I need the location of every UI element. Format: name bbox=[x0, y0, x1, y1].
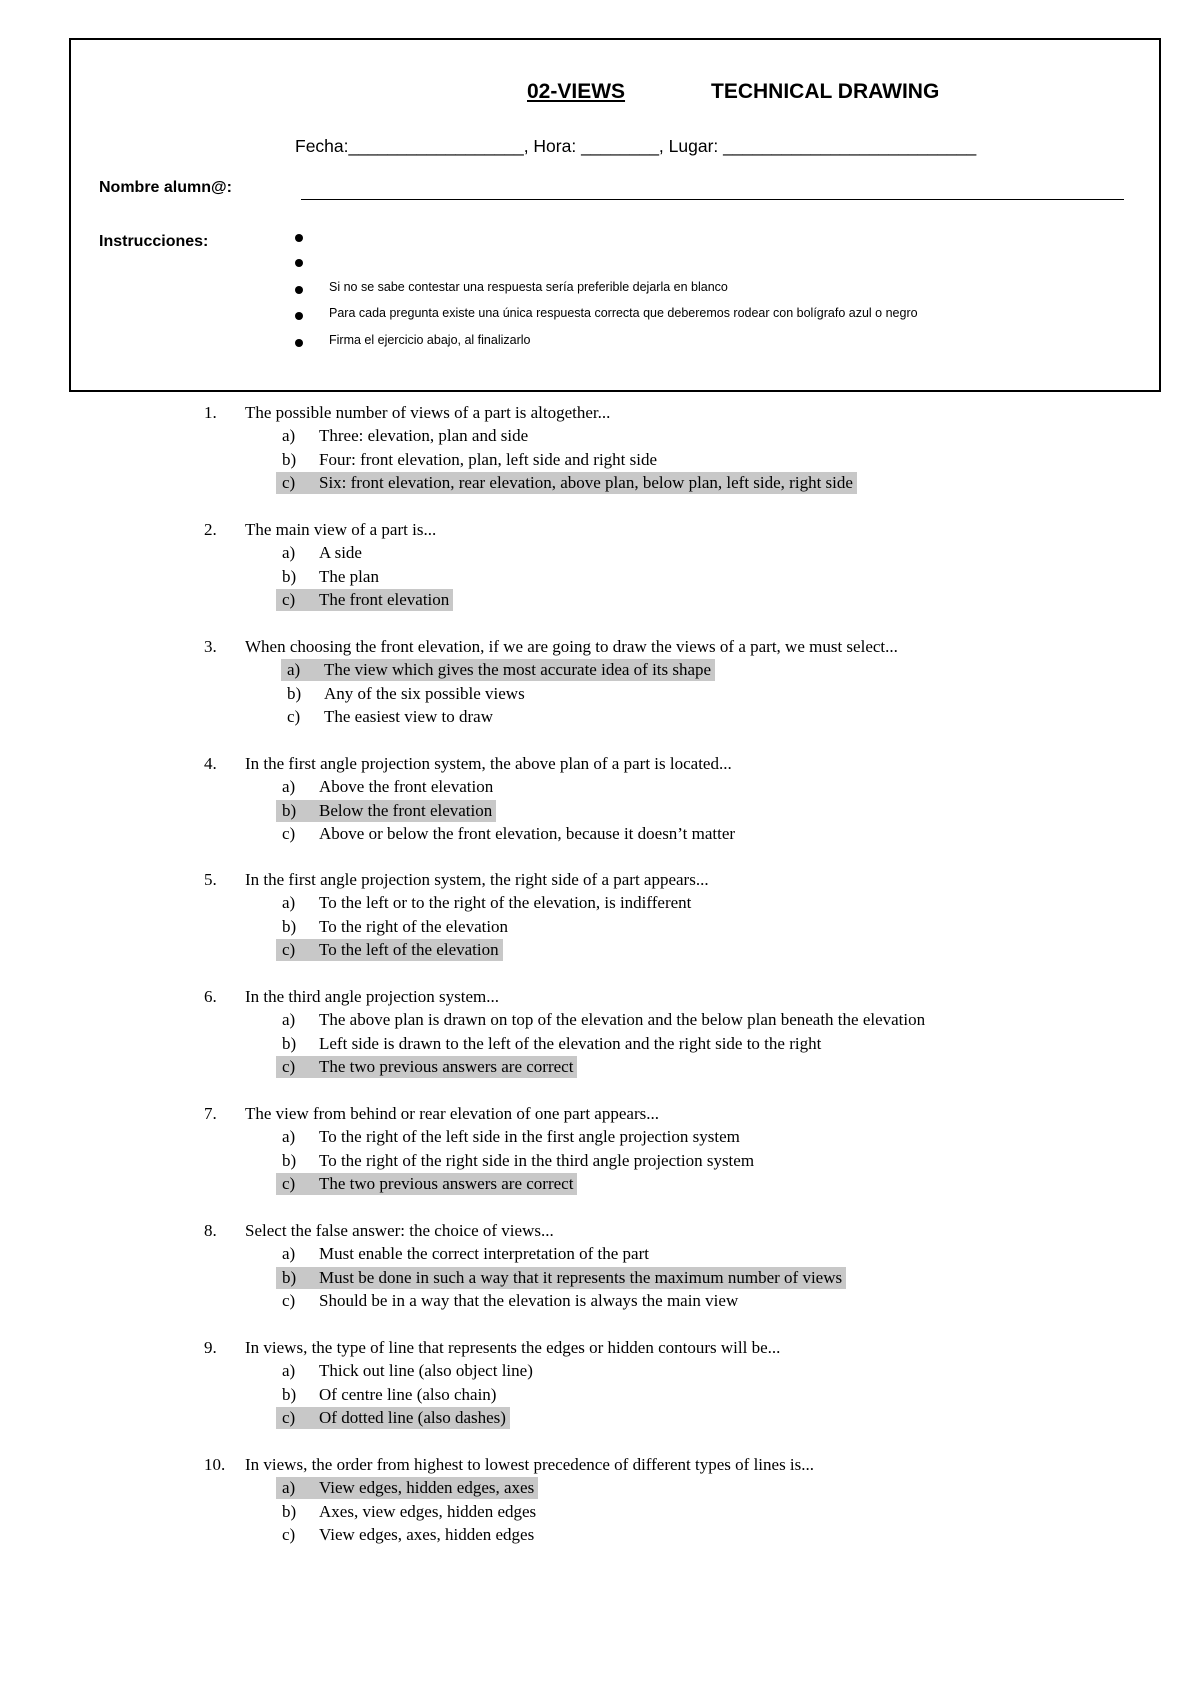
question-text: In the third angle projection system... bbox=[245, 987, 499, 1006]
option-letter: b) bbox=[282, 1267, 297, 1287]
option-letter: c) bbox=[282, 590, 296, 610]
question-number: 4. bbox=[204, 754, 217, 773]
option-letter: c) bbox=[287, 707, 301, 727]
option-text: The plan bbox=[319, 566, 379, 586]
question-text: In views, the order from highest to lowest precedence of different types of lines is... bbox=[245, 1455, 815, 1474]
option-text: Three: elevation, plan and side bbox=[319, 426, 529, 446]
question-number: 10. bbox=[204, 1455, 226, 1474]
question-text: The view from behind or rear elevation of one part appears... bbox=[245, 1104, 659, 1123]
option-letter: a) bbox=[282, 1010, 296, 1030]
option-text: The two previous answers are correct bbox=[319, 1174, 574, 1194]
option-text: Must enable the correct interpretation of the part bbox=[319, 1244, 649, 1264]
option-letter: c) bbox=[282, 1525, 296, 1545]
option-letter: a) bbox=[282, 426, 296, 446]
student-name-label: Nombre alumn@: bbox=[99, 179, 232, 196]
instruction-text: Para cada pregunta existe una única respuesta correcta que deberemos rodear con bolígrafo azul o negro bbox=[329, 306, 918, 320]
option-letter: b) bbox=[282, 1150, 297, 1170]
question-number: 1. bbox=[204, 403, 217, 422]
option-text: The front elevation bbox=[319, 590, 450, 610]
option-letter: a) bbox=[282, 893, 296, 913]
question-text: The main view of a part is... bbox=[245, 520, 437, 539]
option-letter: b) bbox=[282, 1384, 297, 1404]
option-text: View edges, axes, hidden edges bbox=[319, 1525, 535, 1545]
option-text: Above the front elevation bbox=[319, 777, 494, 797]
instruction-text: Firma el ejercicio abajo, al finalizarlo bbox=[329, 333, 531, 347]
option-text: Six: front elevation, rear elevation, above plan, below plan, left side, right side bbox=[319, 473, 853, 493]
question-text: Select the false answer: the choice of views... bbox=[245, 1221, 554, 1240]
option-text: Thick out line (also object line) bbox=[319, 1361, 533, 1381]
question-number: 8. bbox=[204, 1221, 217, 1240]
option-letter: b) bbox=[282, 800, 297, 820]
option-text: The two previous answers are correct bbox=[319, 1057, 574, 1077]
option-text: To the right of the right side in the third angle projection system bbox=[319, 1150, 755, 1170]
option-text: To the left of the elevation bbox=[319, 940, 499, 960]
question-text: The possible number of views of a part is altogether... bbox=[245, 403, 611, 422]
instructions-label: Instrucciones: bbox=[99, 233, 209, 250]
option-letter: c) bbox=[282, 940, 296, 960]
option-letter: c) bbox=[282, 1057, 296, 1077]
option-text: The view which gives the most accurate idea of its shape bbox=[324, 660, 712, 680]
option-letter: c) bbox=[282, 824, 296, 844]
option-text: Four: front elevation, plan, left side and right side bbox=[319, 449, 658, 469]
option-text: The above plan is drawn on top of the elevation and the below plan beneath the elevation bbox=[319, 1010, 926, 1030]
option-text: Below the front elevation bbox=[319, 800, 493, 820]
question-text: In the first angle projection system, the above plan of a part is located... bbox=[245, 754, 732, 773]
option-text: Above or below the front elevation, because it doesn’t matter bbox=[319, 824, 736, 844]
question-number: 6. bbox=[204, 987, 217, 1006]
option-text: Axes, view edges, hidden edges bbox=[319, 1501, 537, 1521]
question-number: 2. bbox=[204, 520, 217, 539]
option-letter: b) bbox=[287, 683, 302, 703]
exam-code: 02-VIEWS bbox=[527, 80, 626, 103]
question-number: 5. bbox=[204, 870, 217, 889]
option-text: To the right of the left side in the first angle projection system bbox=[319, 1127, 740, 1147]
option-letter: a) bbox=[282, 1361, 296, 1381]
exam-subject: TECHNICAL DRAWING bbox=[711, 80, 940, 103]
option-letter: b) bbox=[282, 449, 297, 469]
option-letter: b) bbox=[282, 1033, 297, 1053]
option-text: View edges, hidden edges, axes bbox=[319, 1478, 535, 1498]
question-text: In the first angle projection system, the right side of a part appears... bbox=[245, 870, 709, 889]
option-letter: b) bbox=[282, 916, 297, 936]
question-number: 9. bbox=[204, 1338, 217, 1357]
option-text: Must be done in such a way that it represents the maximum number of views bbox=[319, 1267, 843, 1287]
date-time-place-line: Fecha:__________________, Hora: ________, Lugar: __________________________ bbox=[295, 136, 977, 156]
question-text: In views, the type of line that represents the edges or hidden contours will be... bbox=[245, 1338, 781, 1357]
question-number: 3. bbox=[204, 637, 217, 656]
option-text: Left side is drawn to the left of the elevation and the right side to the right bbox=[319, 1033, 822, 1053]
option-letter: c) bbox=[282, 1408, 296, 1428]
option-letter: b) bbox=[282, 566, 297, 586]
option-letter: a) bbox=[287, 660, 301, 680]
option-text: Should be in a way that the elevation is always the main view bbox=[319, 1291, 739, 1311]
option-text: Any of the six possible views bbox=[324, 683, 525, 703]
question-number: 7. bbox=[204, 1104, 217, 1123]
option-text: To the right of the elevation bbox=[319, 916, 509, 936]
option-letter: c) bbox=[282, 1291, 296, 1311]
option-letter: c) bbox=[282, 1174, 296, 1194]
option-text: The easiest view to draw bbox=[324, 707, 493, 727]
option-letter: a) bbox=[282, 1127, 296, 1147]
option-text: Of dotted line (also dashes) bbox=[319, 1408, 506, 1428]
option-letter: a) bbox=[282, 543, 296, 563]
option-text: A side bbox=[319, 543, 362, 563]
instruction-text: Si no se sabe contestar una respuesta sería preferible dejarla en blanco bbox=[329, 280, 728, 294]
question-text: When choosing the front elevation, if we are going to draw the views of a part, we must select... bbox=[245, 637, 898, 656]
option-letter: a) bbox=[282, 1478, 296, 1498]
option-text: To the left or to the right of the elevation, is indifferent bbox=[319, 893, 692, 913]
option-letter: b) bbox=[282, 1501, 297, 1521]
option-text: Of centre line (also chain) bbox=[319, 1384, 497, 1404]
option-letter: a) bbox=[282, 1244, 296, 1264]
option-letter: c) bbox=[282, 473, 296, 493]
option-letter: a) bbox=[282, 777, 296, 797]
